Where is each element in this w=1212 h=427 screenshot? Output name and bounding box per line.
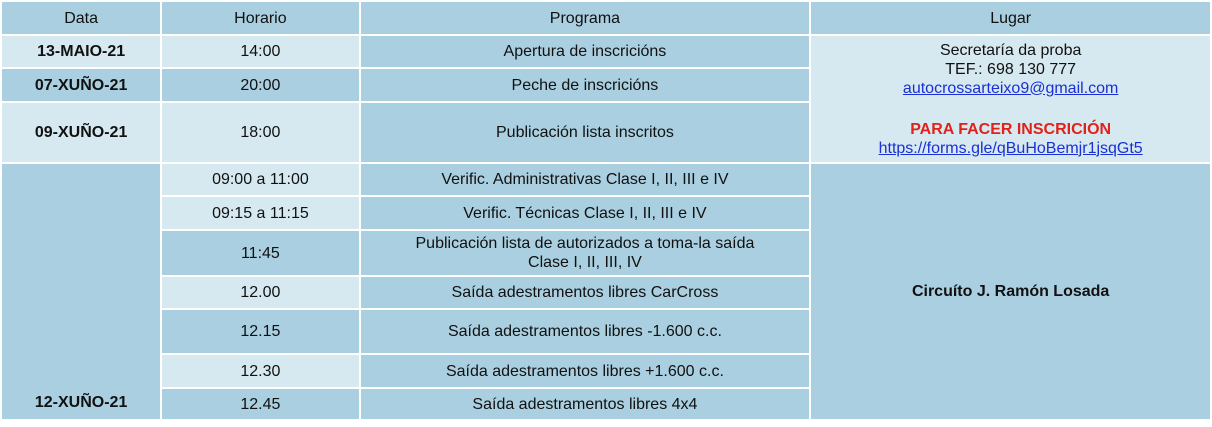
program-line-1: Publicación lista de autorizados a toma-la saída xyxy=(415,235,755,252)
row-time: 09:00 a 11:00 xyxy=(162,164,358,195)
row-time: 12.15 xyxy=(162,310,358,353)
group-date: 12-XUÑO-21 xyxy=(2,164,160,419)
email-link[interactable]: autocrossarteixo9@gmail.com xyxy=(902,79,1119,97)
row-program: Saída adestramentos libres +1.600 c.c. xyxy=(361,355,810,387)
row-time: 18:00 xyxy=(162,103,358,162)
row-time: 12.45 xyxy=(162,389,358,419)
row-program: Verific. Administrativas Clase I, II, III e IV xyxy=(361,164,810,195)
row-time: 09:15 a 11:15 xyxy=(162,197,358,229)
table-row xyxy=(2,164,1210,195)
row-time: 14:00 xyxy=(162,36,358,67)
row-time: 20:00 xyxy=(162,69,358,101)
header-data: Data xyxy=(2,2,160,34)
row-time: 11:45 xyxy=(162,231,358,275)
row-date: 09-XUÑO-21 xyxy=(2,103,160,162)
inscription-title: PARA FACER INSCRICIÓN xyxy=(910,120,1112,138)
phone-label: TEF.: 698 130 777 xyxy=(945,60,1077,78)
header-lugar: Lugar xyxy=(811,2,1210,34)
program-line-2: Clase I, II, III, IV xyxy=(528,254,642,271)
row-program: Saída adestramentos libres -1.600 c.c. xyxy=(361,310,810,353)
row-date: 07-XUÑO-21 xyxy=(2,69,160,101)
row-program: Peche de inscricións xyxy=(361,69,810,101)
row-program: Publicación lista inscritos xyxy=(361,103,810,162)
row-program: Apertura de inscricións xyxy=(361,36,810,67)
row-program: Saída adestramentos libres 4x4 xyxy=(361,389,810,419)
header-horario: Horario xyxy=(162,2,358,34)
row-date: 13-MAIO-21 xyxy=(2,36,160,67)
spacer xyxy=(815,98,1206,120)
row-program: Verific. Técnicas Clase I, II, III e IV xyxy=(361,197,810,229)
form-link[interactable]: https://forms.gle/qBuHoBemjr1jsqGt5 xyxy=(878,139,1143,157)
row-program: Saída adestramentos libres CarCross xyxy=(361,277,810,308)
table-row xyxy=(2,36,1210,67)
header-row xyxy=(2,2,1210,34)
row-time: 12.30 xyxy=(162,355,358,387)
header-programa: Programa xyxy=(361,2,810,34)
row-time: 12.00 xyxy=(162,277,358,308)
venue-cell: Circuíto J. Ramón Losada xyxy=(811,164,1210,419)
lugar-registration-cell xyxy=(811,36,1210,162)
row-program xyxy=(361,231,810,275)
secretaria-label: Secretaría da proba xyxy=(939,41,1082,59)
